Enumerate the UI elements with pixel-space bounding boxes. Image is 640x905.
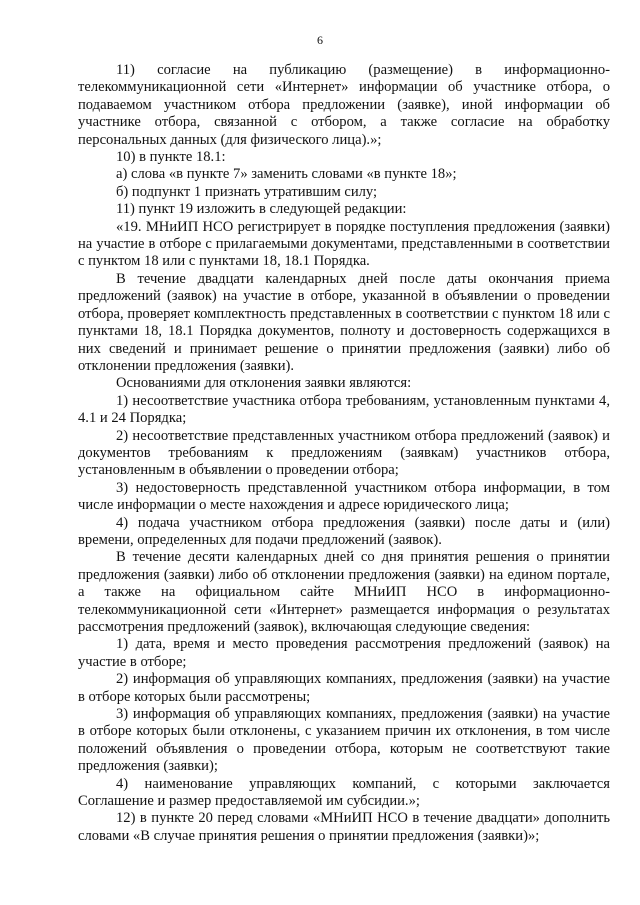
document-body — [78, 62, 610, 845]
paragraph-info-2: 2) информация об управляющих компаниях, предложения (заявки) на участие в отборе которых были рассмотрены; — [78, 671, 610, 705]
paragraph-subitem-b: б) подпункт 1 признать утратившим силу; — [116, 183, 378, 200]
paragraph-point-19: «19. МНиИП НСО регистрирует в порядке поступления предложения (заявки) на участие в отборе с прилагаемыми документами, представленными в соответствии с пунктом 18 или с пунктами 18, 18.1 Порядка. — [78, 218, 610, 270]
paragraph-info-3: 3) информация об управляющих компаниях, предложения (заявки) на участие в отборе которых были отклонены, с указанием причин их отклонения, в том числе положений объявления о проведении отбора, которым не соответствуют такие предложения (заявки); — [78, 706, 610, 775]
paragraph-item-10-header: 10) в пункте 18.1: — [116, 149, 226, 166]
paragraph-rejection-ground-2: 2) несоответствие представленных участником отбора предложений (заявок) и документов требованиям к предложениям (заявкам) участников отбора, установленным в объявлении о проведении отбора; — [78, 427, 610, 479]
paragraph-rejection-ground-1: 1) несоответствие участника отбора требованиям, установленным пунктами 4, 4.1 и 24 Порядка; — [78, 392, 610, 427]
paragraph-publication: В течение десяти календарных дней со дня принятия решения о принятии предложения (заявки) либо об отклонении предложения (заявки) на едином портале, а также на официальном сайте МНиИП НСО в информационно-телекоммуникационной сети «Интернет» размещается информация о результатах рассмотрения предложений (заявок), включающая следующие сведения: — [78, 549, 610, 635]
paragraph-rejection-ground-3: 3) недостоверность представленной участником отбора информации, в том числе информации о месте нахождения и адресе юридического лица; — [78, 479, 610, 514]
paragraph-rejection-grounds-title: Основаниями для отклонения заявки являются: — [116, 375, 412, 392]
paragraph-review-period: В течение двадцати календарных дней после даты окончания приема предложений (заявок) на участие в отборе, указанной в объявлении о проведении отбора, проверяет комплектность представленных в соответствии с пунктом 18 или с пунктами 18, 18.1 Порядка документов, полноту и достоверность содержащихся в них сведений и принимает решение о принятии предложения (заявки) либо об отклонении предложения (заявки). — [78, 270, 610, 374]
paragraph-subitem-a: а) слова «в пункте 7» заменить словами «в пункте 18»; — [116, 166, 457, 183]
paragraph-item-11-consent: 11) согласие на публикацию (размещение) в информационно-телекоммуникационной сети «Интернет» информации об участнике отбора, о подаваемом участником отбора предложении (заявке), иной информации об участнике отбора, связанной с отбором, а также согласие на обработку персональных данных (для физического лица).»; — [78, 62, 610, 148]
page-number: 6 — [317, 33, 323, 47]
paragraph-item-11-header: 11) пункт 19 изложить в следующей редакции: — [116, 201, 407, 218]
paragraph-rejection-ground-4: 4) подача участником отбора предложения (заявки) после даты и (или) времени, определенных для подачи предложений (заявок). — [78, 514, 610, 548]
paragraph-info-4: 4) наименование управляющих компаний, с которыми заключается Соглашение и размер предоставляемой им субсидии.»; — [78, 775, 610, 810]
paragraph-info-1: 1) дата, время и место проведения рассмотрения предложений (заявок) на участие в отборе; — [78, 636, 610, 670]
paragraph-item-12: 12) в пункте 20 перед словами «МНиИП НСО в течение двадцати» дополнить словами «В случае принятия решения о принятии предложения (заявки)»; — [78, 810, 610, 844]
